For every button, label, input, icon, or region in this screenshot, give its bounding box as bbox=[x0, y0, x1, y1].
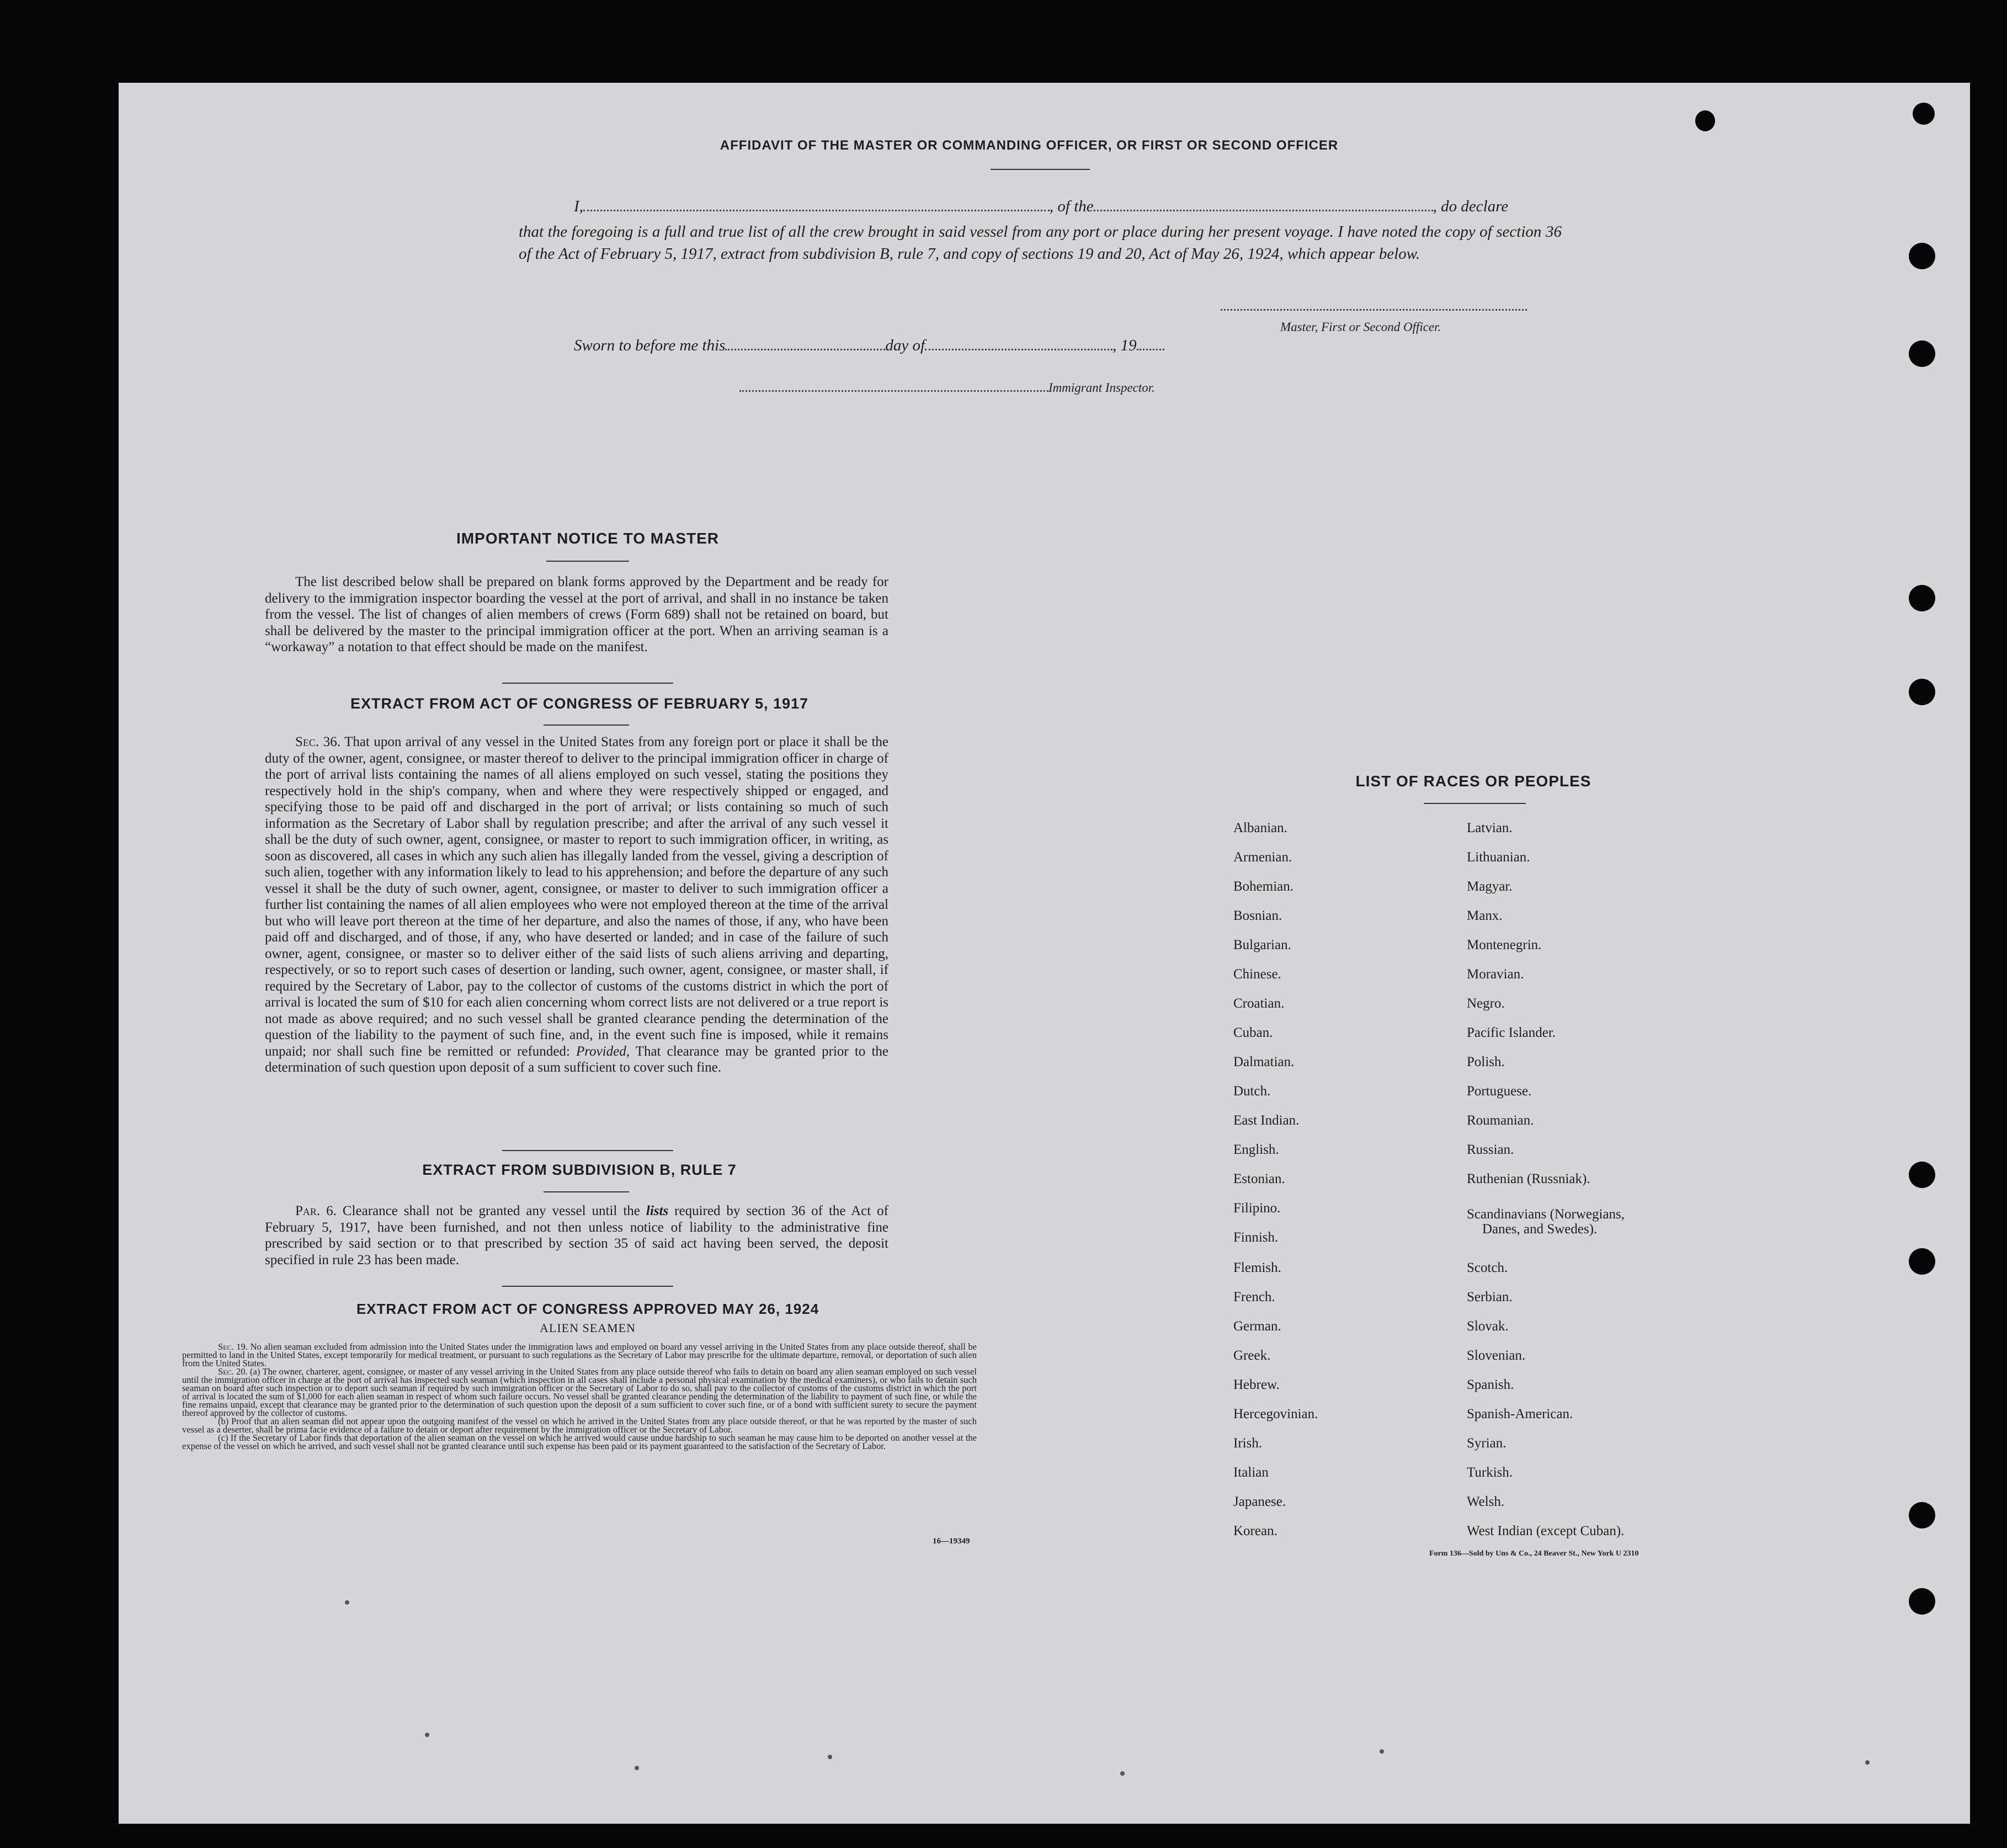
punch-hole bbox=[1909, 243, 1935, 269]
inspector-blank bbox=[739, 382, 1048, 392]
inspector-line bbox=[739, 381, 1155, 395]
race-item: Scotch. bbox=[1467, 1260, 1508, 1275]
race-item: Hebrew. bbox=[1233, 1377, 1280, 1392]
inspector-label: Immigrant Inspector. bbox=[1048, 381, 1155, 395]
par-6-label: Par. 6. bbox=[295, 1203, 337, 1218]
race-item: Bosnian. bbox=[1233, 908, 1282, 923]
extract-1917-body bbox=[265, 734, 888, 1076]
race-item: Spanish-American. bbox=[1467, 1407, 1573, 1421]
race-item: English. bbox=[1233, 1142, 1279, 1157]
race-item: Croatian. bbox=[1233, 996, 1285, 1011]
form-note: Form 136—Sold by Uns & Co., 24 Beaver St., New York U 2310 bbox=[1429, 1549, 1639, 1558]
scan-speck bbox=[828, 1755, 832, 1759]
sec-19-label: Sec. 19. bbox=[218, 1341, 248, 1352]
race-item: Slovak. bbox=[1467, 1319, 1509, 1334]
rule7-text-a: Clearance shall not be granted any vessel until the bbox=[342, 1203, 640, 1218]
race-item: Polish. bbox=[1467, 1055, 1505, 1069]
race-item: Lithuanian. bbox=[1467, 850, 1530, 865]
race-item: Estonian. bbox=[1233, 1171, 1285, 1186]
affidavit-title: AFFIDAVIT OF THE MASTER OR COMMANDING OFFICER, OR FIRST OR SECOND OFFICER bbox=[720, 138, 1339, 153]
sec-36-text: That upon arrival of any vessel in the United States from any foreign port or place it shall be the duty of the owner, agent, consignee, or master thereof to deliver to the principal immigration officer in charge of the port of arrival lists containing the names of all aliens employed on such vessel, stating the positions they respectively hold in the ship's company, when and where they were respectively shipped or engaged, and specifying those to be paid off and discharged in the port of arrival; or lists containing so much of such information as the Secretary of Labor shall by regulation prescribe; and after the arrival of any such vessel it shall be the duty of such owner, agent, consignee, or master to report to such immigration officer, in writing, as soon as discovered, all cases in which any such alien has illegally landed from the vessel, giving a description of such alien, together with any information likely to lead to his apprehension; and before the departure of any such vessel it shall be the duty of such owner, agent, consignee, or master to deliver to such immigration officer a further list containing the names of all alien employees who were not employed thereon at the time of the arrival but who will leave port thereon at the time of her departure, and also the names of those, if any, who have been paid off and discharged, and of those, if any, who have deserted or landed; and in case of the failure of such owner, agent, consignee, or master so to deliver either of the said lists of such aliens arriving and departing, respectively, or so to report such cases of desertion or landing, such owner, agent, consignee, or master shall, if required by the Secretary of Labor, pay to the collector of customs of the customs district in which the port of arrival is located the sum of $10 for each alien concerning whom correct lists are not delivered or a true report is not made as above required; and no such vessel shall be granted clearance pending the determination of the question of the liability to the payment of such fine, and, in the event such fine is imposed, while it remains unpaid; nor shall such fine be remitted or refunded: bbox=[265, 734, 888, 1059]
sec-20c-text: (c) If the Secretary of Labor finds that deportation of the alien seaman on the vessel on which he arrived would cause undue hardship to such seaman he may cause him to be deported on another vessel at the expense of the vessel on which he arrived, and such vessel shall not be granted clearance until such expense has been paid or its payment guaranteed to the satisfaction of the Secretary of Labor. bbox=[182, 1432, 977, 1451]
ink-blot bbox=[1695, 110, 1715, 131]
punch-hole bbox=[1909, 1162, 1935, 1188]
proviso-text: That clearance may be granted prior to the determination of such question upon deposit of a sum sufficient to cover such fine. bbox=[265, 1043, 888, 1075]
scan-speck bbox=[1120, 1771, 1125, 1776]
vessel-blank bbox=[1094, 199, 1433, 211]
races-rule bbox=[1424, 803, 1526, 804]
month-blank bbox=[925, 338, 1112, 350]
punch-hole bbox=[1909, 585, 1935, 611]
race-item: Albanian. bbox=[1233, 821, 1287, 835]
extract-1917-title: EXTRACT FROM ACT OF CONGRESS OF FEBRUARY 5, 1917 bbox=[350, 695, 809, 712]
extract-1917-rule bbox=[544, 725, 629, 726]
race-item: Syrian. bbox=[1467, 1436, 1506, 1451]
race-item: Slovenian. bbox=[1467, 1348, 1526, 1363]
notice-title: IMPORTANT NOTICE TO MASTER bbox=[456, 530, 720, 547]
race-item: Korean. bbox=[1233, 1524, 1277, 1538]
punch-hole bbox=[1909, 1502, 1935, 1529]
race-item: Pacific Islander. bbox=[1467, 1025, 1556, 1040]
race-item: Chinese. bbox=[1233, 967, 1281, 982]
race-item: Moravian. bbox=[1467, 967, 1524, 982]
affidavit-declaration-line bbox=[574, 198, 1562, 216]
race-item: Dutch. bbox=[1233, 1084, 1271, 1099]
race-item: Latvian. bbox=[1467, 821, 1513, 835]
signature-label: Master, First or Second Officer. bbox=[1280, 320, 1441, 334]
extract-1924-body bbox=[182, 1343, 977, 1450]
punch-hole bbox=[1913, 103, 1935, 125]
race-item: Serbian. bbox=[1467, 1290, 1513, 1304]
race-item: Magyar. bbox=[1467, 879, 1513, 894]
do-declare-label: , do declare bbox=[1433, 198, 1509, 215]
extract-rule7-title: EXTRACT FROM SUBDIVISION B, RULE 7 bbox=[422, 1162, 737, 1178]
section-rule bbox=[502, 683, 673, 684]
provided-label: Provided, bbox=[576, 1043, 630, 1059]
scan-speck bbox=[635, 1766, 639, 1770]
race-item: Danes, and Swedes). bbox=[1482, 1222, 1598, 1237]
day-blank bbox=[725, 338, 885, 350]
sec-19-text: No alien seaman excluded from admission into the United States under the immigration laws and employed on board any vessel arriving in the United States from any place outside thereof, shall be permitted to land in the United States, except temporarily for medical treatment, or pursuant to such regulations as the Secretary of Labor may prescribe for the ultimate departure, removal, or deportation of such alien from the United States. bbox=[182, 1341, 977, 1368]
punch-hole bbox=[1909, 679, 1935, 705]
scan-speck bbox=[1865, 1760, 1870, 1765]
punch-hole bbox=[1909, 1588, 1935, 1615]
of-the-label: , of the bbox=[1049, 198, 1094, 215]
race-item: French. bbox=[1233, 1290, 1275, 1304]
race-item: West Indian (except Cuban). bbox=[1467, 1524, 1625, 1538]
signature-blank bbox=[1221, 309, 1527, 311]
races-title: LIST OF RACES OR PEOPLES bbox=[1355, 773, 1591, 790]
punch-hole bbox=[1909, 340, 1935, 367]
sec-20a-text: (a) The owner, charterer, agent, consignee, or master of any vessel arriving in the United States from any place outside thereof who fails to detain on board any alien seaman employed on such vessel until the immigration officer in charge at the port of arrival has inspected such seaman (which inspection in all cases shall include a personal physical examination by the medical examiners), or who fails to detain such seaman on board after such inspection or to deport such seaman if required by such immigration officer or the Secretary of Labor to do so, shall pay to the collector of customs of the customs district in which the port of arrival is located the sum of $1,000 for each alien seaman in respect of whom such failure occurs. No vessel shall be granted clearance pending the determination of the liability to payment of such fine, or while the fine remains unpaid, except that clearance may be granted prior to the determination of such question upon the deposit of a sum sufficient to cover such fine, or of a bond with sufficient surety to secure the payment thereof approved by the collector of customs. bbox=[182, 1366, 977, 1418]
race-item: Italian bbox=[1233, 1465, 1269, 1480]
section-rule bbox=[502, 1150, 673, 1151]
rule7-text-b: required by section 36 of the Act of February 5, 1917, have been furnished, and not then unless notice of liability to the administrative fine prescribed by said section or to that prescribed by section 35 of said act having been served, the deposit specified in rule 23 has been made. bbox=[265, 1203, 889, 1267]
race-item: Ruthenian (Russniak). bbox=[1467, 1171, 1590, 1186]
race-item: Japanese. bbox=[1233, 1494, 1286, 1509]
punch-hole bbox=[1909, 1248, 1935, 1275]
notice-rule bbox=[546, 561, 629, 562]
race-item: Hercegovinian. bbox=[1233, 1407, 1318, 1421]
print-code: 16—19349 bbox=[933, 1537, 970, 1546]
section-rule bbox=[502, 1286, 673, 1287]
race-item: German. bbox=[1233, 1319, 1281, 1334]
sworn-line bbox=[574, 337, 1164, 355]
title-rule bbox=[991, 169, 1090, 170]
extract-rule7-body bbox=[265, 1203, 888, 1268]
scan-speck bbox=[1380, 1749, 1384, 1754]
race-item: Manx. bbox=[1467, 908, 1503, 923]
race-item: Armenian. bbox=[1233, 850, 1292, 865]
race-item: Greek. bbox=[1233, 1348, 1271, 1363]
race-item: Russian. bbox=[1467, 1142, 1514, 1157]
scan-speck bbox=[425, 1733, 429, 1737]
race-item: Spanish. bbox=[1467, 1377, 1514, 1392]
race-item: Cuban. bbox=[1233, 1025, 1273, 1040]
lists-word: lists bbox=[646, 1203, 669, 1218]
i-label: I, bbox=[574, 198, 583, 215]
sec-20b-text: (b) Proof that an alien seaman did not appear upon the outgoing manifest of the vessel on which he arrived in the United States from any place outside thereof, or that he was reported by the master of such vessel as a deserter, shall be prima facie evidence of a failure to detain or deport after requirement by the immigration officer or the Secretary of Labor. bbox=[182, 1416, 977, 1435]
affidavit-body: that the foregoing is a full and true list of all the crew brought in said vessel from any port or place during her present voyage. I have noted the copy of section 36 of the Act of February 5, 1917, extract from subdivision B, rule 7, and copy of sections 19 and 20, Act of May 26, 1924, which appear below. bbox=[519, 223, 1562, 263]
extract-rule7-rule bbox=[544, 1191, 629, 1192]
race-item: Scandinavians (Norwegians, bbox=[1467, 1207, 1625, 1222]
day-of-label: day of bbox=[885, 337, 925, 354]
race-item: Montenegrin. bbox=[1467, 938, 1542, 952]
scan-speck bbox=[345, 1600, 349, 1605]
race-item: Negro. bbox=[1467, 996, 1505, 1011]
name-blank bbox=[583, 199, 1050, 211]
race-item: East Indian. bbox=[1233, 1113, 1300, 1128]
extract-1924-title: EXTRACT FROM ACT OF CONGRESS APPROVED MAY 26, 1924 bbox=[356, 1301, 819, 1317]
year-prefix: , 19 bbox=[1112, 337, 1137, 354]
sec-36-label: Sec. 36. bbox=[295, 734, 340, 749]
year-blank bbox=[1137, 338, 1164, 350]
alien-seamen-subtitle: ALIEN SEAMEN bbox=[540, 1321, 636, 1335]
sec-20-label: Sec. 20. bbox=[218, 1366, 248, 1377]
race-item: Turkish. bbox=[1467, 1465, 1513, 1480]
race-item: Portuguese. bbox=[1467, 1084, 1532, 1099]
race-item: Roumanian. bbox=[1467, 1113, 1534, 1128]
race-item: Finnish. bbox=[1233, 1230, 1279, 1245]
race-item: Welsh. bbox=[1467, 1494, 1505, 1509]
race-item: Dalmatian. bbox=[1233, 1055, 1295, 1069]
race-item: Flemish. bbox=[1233, 1260, 1281, 1275]
race-item: Bulgarian. bbox=[1233, 938, 1291, 952]
race-item: Irish. bbox=[1233, 1436, 1263, 1451]
race-item: Filipino. bbox=[1233, 1201, 1281, 1216]
sworn-prefix: Sworn to before me this bbox=[574, 337, 726, 354]
notice-body: The list described below shall be prepared on blank forms approved by the Department and be ready for delivery to the immigration inspector boarding the vessel at the port of arrival, and shall in no instance be taken from the vessel. The list of changes of alien members of crews (Form 689) shall not be retained on board, but shall be delivered by the master to the principal immigration officer at the port. When an arriving seaman is a “workaway” a notation to that effect should be made on the manifest. bbox=[265, 574, 888, 654]
race-item: Bohemian. bbox=[1233, 879, 1294, 894]
